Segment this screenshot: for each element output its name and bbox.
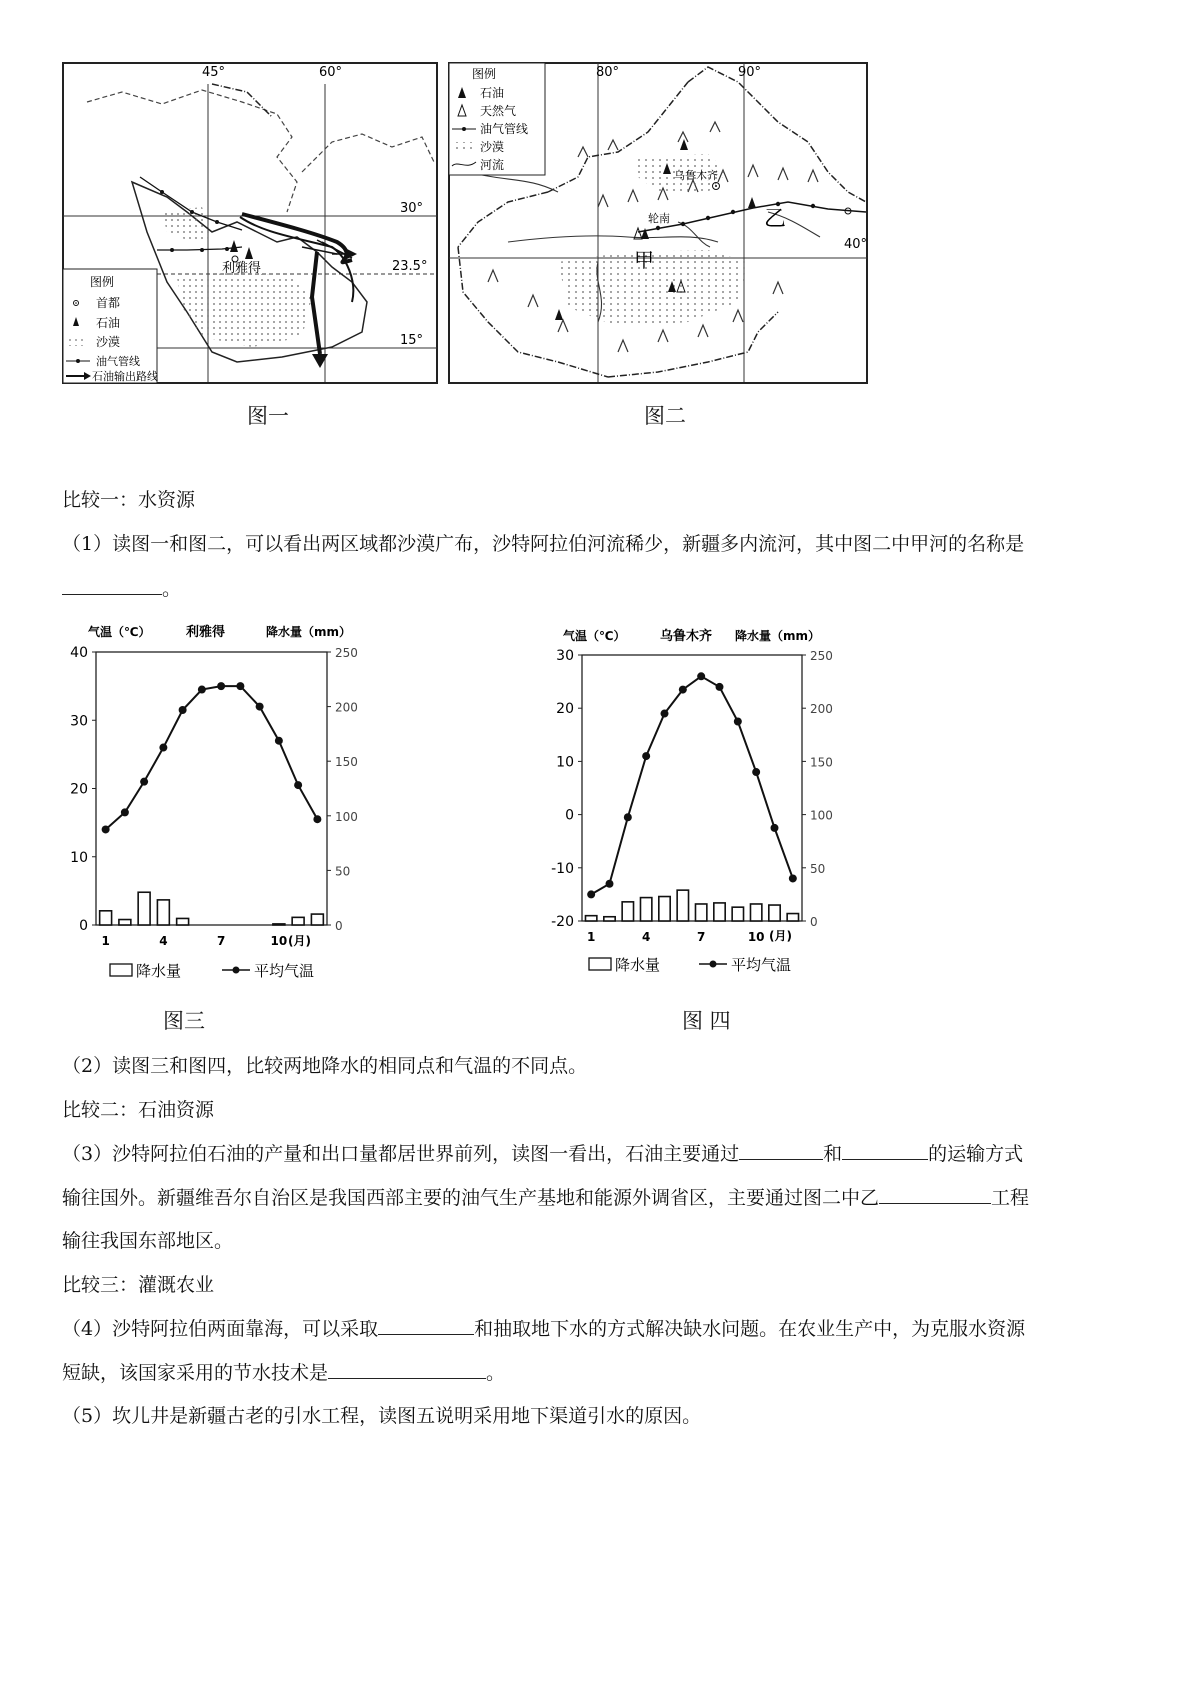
question-1-line-2: 。 xyxy=(62,576,181,601)
figure-1-map xyxy=(62,62,438,384)
place-urumqi: 乌鲁木齐 xyxy=(674,169,718,182)
temperature-point xyxy=(587,890,595,898)
question-5: （5）坎儿井是新疆古老的引水工程，读图五说明采用地下渠道引水的原因。 xyxy=(62,1405,702,1427)
answer-blank-1[interactable] xyxy=(62,576,162,595)
temperature-line xyxy=(591,676,793,894)
question-1-line-1: （1）读图一和图二，可以看出两区域都沙漠广布，沙特阿拉伯河流稀少，新疆多内流河，其中图二中甲河的名称是 xyxy=(62,533,1025,555)
precip-bar xyxy=(640,898,651,921)
answer-blank-4b[interactable] xyxy=(328,1360,486,1379)
precip-bar xyxy=(604,917,615,921)
chart4-legend-temp: 平均气温 xyxy=(731,956,792,974)
precip-bar xyxy=(585,916,596,921)
left-tick-label: 40 xyxy=(70,645,88,661)
chart4-legend-precip: 降水量 xyxy=(615,956,661,974)
temperature-point xyxy=(642,752,650,760)
answer-blank-4a[interactable] xyxy=(378,1316,474,1335)
temperature-point xyxy=(159,744,167,752)
question-3-line-3: 输往我国东部地区。 xyxy=(62,1230,234,1252)
x-tick-label: 7 xyxy=(696,930,706,944)
precip-bar xyxy=(732,907,743,921)
x-tick-label: 7 xyxy=(216,934,226,948)
legend2-title: 图例 xyxy=(472,67,497,81)
precip-bar xyxy=(677,890,688,921)
temperature-point xyxy=(236,682,244,690)
question-4-line-2: 短缺，该国家采用的节水技术是 。 xyxy=(62,1362,506,1384)
figure-4-caption: 图 四 xyxy=(682,1009,731,1033)
lon-label-80: 80° xyxy=(596,65,620,80)
mark-yi: 乙 xyxy=(764,207,787,232)
precip-bar xyxy=(787,914,798,921)
chart3-title: 利雅得 xyxy=(186,625,226,640)
right-tick-label: 50 xyxy=(810,861,826,876)
x-tick-label: 4 xyxy=(641,930,651,944)
precip-bar xyxy=(119,920,131,925)
chart4-left-axis-label: 气温（℃） xyxy=(563,629,626,643)
temperature-point xyxy=(789,874,797,882)
question-2: （2）读图三和图四，比较两地降水的相同点和气温的不同点。 xyxy=(62,1055,588,1077)
temperature-point xyxy=(679,686,687,694)
legend-capital: 首都 xyxy=(96,296,121,310)
precip-bar xyxy=(157,900,169,925)
chart3-left-axis-label: 气温（℃） xyxy=(88,625,151,639)
right-tick-label: 250 xyxy=(810,649,833,663)
lat-label-30: 30° xyxy=(400,201,424,216)
city-riyadh: 利雅得 xyxy=(222,261,262,276)
heading-compare-1: 比较一：水资源 xyxy=(62,489,196,511)
right-tick-label: 150 xyxy=(810,755,833,770)
left-tick-label: 30 xyxy=(70,713,88,730)
right-tick-label: 250 xyxy=(335,646,358,660)
left-tick-label: 0 xyxy=(79,918,88,934)
legend-pipeline: 油气管线 xyxy=(96,355,140,368)
legend-title: 图例 xyxy=(90,275,115,289)
answer-blank-3c[interactable] xyxy=(879,1185,991,1204)
temperature-point xyxy=(217,682,225,690)
right-tick-label: 150 xyxy=(335,755,358,770)
temperature-point xyxy=(198,686,206,694)
precip-bar xyxy=(659,897,670,921)
left-tick-label: 10 xyxy=(70,849,88,866)
legend2-desert: 沙漠 xyxy=(480,140,505,154)
precip-bar xyxy=(695,904,706,921)
figure-4-climate-chart xyxy=(535,622,845,994)
temperature-point xyxy=(606,880,614,888)
question-3-line-2: 输往国外。新疆维吾尔自治区是我国西部主要的油气生产基地和能源外调省区，主要通过图二中乙 工程 xyxy=(62,1187,1030,1209)
x-tick-label: 4 xyxy=(159,934,168,948)
legend2-oil: 石油 xyxy=(480,86,505,100)
figure-2-map xyxy=(448,62,868,384)
right-tick-label: 200 xyxy=(810,702,833,717)
temperature-point xyxy=(661,710,669,718)
legend-export-route: 石油输出路线 xyxy=(92,370,158,383)
x-tick-label: 1 xyxy=(101,934,110,948)
place-lunnan: 轮南 xyxy=(648,212,670,225)
chart3-x-unit: (月) xyxy=(288,934,311,948)
lat-label-23-5: 23.5° xyxy=(392,259,428,274)
temperature-point xyxy=(771,824,779,832)
figure-1-caption: 图一 xyxy=(247,404,289,428)
legend2-gas: 天然气 xyxy=(480,104,517,118)
precip-bar xyxy=(138,892,150,925)
precip-bar xyxy=(177,918,189,925)
temperature-point xyxy=(697,672,705,680)
left-tick-label: -10 xyxy=(551,860,574,877)
left-tick-label: 20 xyxy=(556,701,574,718)
precip-bar xyxy=(100,911,112,925)
left-tick-label: 20 xyxy=(70,781,88,798)
temperature-point xyxy=(102,825,110,833)
temperature-point xyxy=(275,737,283,745)
legend-oil: 石油 xyxy=(96,316,121,330)
precip-bar xyxy=(622,902,633,921)
lat-label-15: 15° xyxy=(400,333,424,348)
lon-label-45: 45° xyxy=(202,65,226,80)
left-tick-label: 30 xyxy=(556,648,574,664)
lat-label-40: 40° xyxy=(844,237,868,252)
temperature-point xyxy=(313,815,321,823)
right-tick-label: 0 xyxy=(335,919,343,933)
precip-bar xyxy=(769,905,780,921)
left-tick-label: 10 xyxy=(556,754,574,771)
temperature-point xyxy=(734,718,742,726)
left-tick-label: -20 xyxy=(551,914,574,930)
temperature-point xyxy=(140,778,148,786)
temperature-point xyxy=(256,703,264,711)
temperature-point xyxy=(752,768,760,776)
question-3-line-1: （3）沙特阿拉伯石油的产量和出口量都居世界前列，读图一看出，石油主要通过 和 的运输方式 xyxy=(62,1143,1024,1165)
right-tick-label: 0 xyxy=(810,915,818,929)
right-tick-label: 100 xyxy=(810,808,833,823)
legend2-pipeline: 油气管线 xyxy=(480,122,529,136)
figure-3-climate-chart xyxy=(66,618,376,990)
answer-blank-3a[interactable] xyxy=(739,1141,823,1160)
temperature-line xyxy=(106,686,318,829)
temperature-point xyxy=(179,706,187,714)
chart4-x-unit: (月) xyxy=(769,929,792,943)
right-tick-label: 100 xyxy=(335,809,358,824)
right-tick-label: 50 xyxy=(335,864,351,879)
precip-bar xyxy=(311,914,323,925)
precip-bar xyxy=(273,924,285,925)
chart3-legend-precip: 降水量 xyxy=(136,962,182,980)
x-tick-label: 10 xyxy=(270,934,288,948)
chart4-right-axis-label: 降水量（mm） xyxy=(735,629,821,643)
chart3-right-axis-label: 降水量（mm） xyxy=(266,625,352,639)
chart4-title: 乌鲁木齐 xyxy=(660,629,713,644)
answer-blank-3b[interactable] xyxy=(842,1141,928,1160)
chart3-legend-temp: 平均气温 xyxy=(254,962,315,980)
temperature-point xyxy=(294,781,302,789)
figure-3-caption: 图三 xyxy=(163,1009,205,1033)
precip-bar xyxy=(292,917,304,925)
mark-jia: 甲 xyxy=(634,248,654,272)
question-4-line-1: （4）沙特阿拉伯两面靠海，可以采取 和抽取地下水的方式解决缺水问题。在农业生产中，为克服水资源 xyxy=(62,1318,1026,1340)
figure-2-caption: 图二 xyxy=(644,404,686,428)
legend-desert: 沙漠 xyxy=(96,335,121,349)
x-tick-label: 10 xyxy=(747,930,765,944)
temperature-point xyxy=(121,808,129,816)
right-tick-label: 200 xyxy=(335,700,358,715)
lon-label-90: 90° xyxy=(738,65,762,80)
x-tick-label: 1 xyxy=(586,930,596,944)
left-tick-label: 0 xyxy=(565,807,574,824)
temperature-point xyxy=(624,813,632,821)
legend2-river: 河流 xyxy=(480,158,505,172)
heading-compare-2: 比较二：石油资源 xyxy=(62,1099,215,1121)
heading-compare-3: 比较三：灌溉农业 xyxy=(62,1274,215,1296)
lon-label-60: 60° xyxy=(319,65,343,80)
precip-bar xyxy=(750,904,761,921)
precip-bar xyxy=(714,903,725,921)
temperature-point xyxy=(716,683,724,691)
